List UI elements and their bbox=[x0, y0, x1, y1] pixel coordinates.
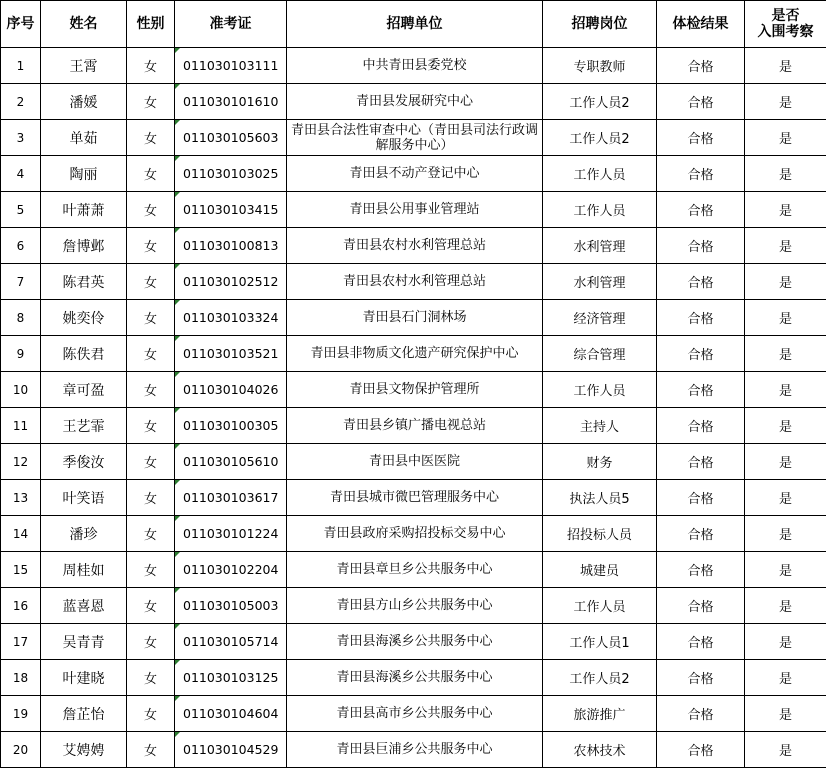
cell-unit: 青田县发展研究中心 bbox=[287, 84, 543, 120]
cell-result: 合格 bbox=[657, 84, 745, 120]
cell-exam-id bbox=[175, 156, 287, 192]
cell-exam-id bbox=[175, 552, 287, 588]
cell-position: 综合管理 bbox=[543, 336, 657, 372]
cell-marker bbox=[175, 408, 180, 413]
cell-marker bbox=[175, 300, 180, 305]
table-row bbox=[1, 408, 826, 444]
cell-exam-id bbox=[175, 120, 287, 156]
cell-result: 合格 bbox=[657, 588, 745, 624]
cell-gender: 女 bbox=[127, 480, 175, 516]
cell-gender: 女 bbox=[127, 444, 175, 480]
cell-pass: 是 bbox=[745, 408, 826, 444]
cell-pass: 是 bbox=[745, 228, 826, 264]
cell-gender: 女 bbox=[127, 696, 175, 732]
cell-gender: 女 bbox=[127, 120, 175, 156]
cell-marker bbox=[175, 552, 180, 557]
table-row bbox=[1, 228, 826, 264]
table-row bbox=[1, 516, 826, 552]
cell-result: 合格 bbox=[657, 192, 745, 228]
cell-gender: 女 bbox=[127, 48, 175, 84]
cell-gender: 女 bbox=[127, 732, 175, 768]
cell-result: 合格 bbox=[657, 228, 745, 264]
cell-name: 周桂如 bbox=[41, 552, 127, 588]
table-row bbox=[1, 624, 826, 660]
cell-unit: 青田县农村水利管理总站 bbox=[287, 228, 543, 264]
cell-seq: 13 bbox=[1, 480, 41, 516]
cell-unit: 青田县海溪乡公共服务中心 bbox=[287, 624, 543, 660]
cell-name: 潘媛 bbox=[41, 84, 127, 120]
header-result: 体检结果 bbox=[657, 1, 745, 48]
cell-marker bbox=[175, 732, 180, 737]
cell-seq: 20 bbox=[1, 732, 41, 768]
exam-id-text: 011030100813 bbox=[183, 238, 279, 253]
exam-id-text: 011030102512 bbox=[183, 274, 279, 289]
cell-unit: 青田县中医医院 bbox=[287, 444, 543, 480]
table-row bbox=[1, 300, 826, 336]
cell-marker bbox=[175, 192, 180, 197]
exam-id-text: 011030105714 bbox=[183, 634, 279, 649]
cell-name: 叶萧萧 bbox=[41, 192, 127, 228]
table-row bbox=[1, 48, 826, 84]
cell-exam-id bbox=[175, 336, 287, 372]
cell-position: 水利管理 bbox=[543, 264, 657, 300]
exam-id-text: 011030103521 bbox=[183, 346, 279, 361]
exam-id-text: 011030104026 bbox=[183, 382, 279, 397]
cell-position: 旅游推广 bbox=[543, 696, 657, 732]
cell-seq: 17 bbox=[1, 624, 41, 660]
cell-name: 姚奕伶 bbox=[41, 300, 127, 336]
cell-position: 财务 bbox=[543, 444, 657, 480]
cell-pass: 是 bbox=[745, 444, 826, 480]
cell-pass: 是 bbox=[745, 696, 826, 732]
cell-seq: 8 bbox=[1, 300, 41, 336]
cell-name: 叶建晓 bbox=[41, 660, 127, 696]
cell-unit: 青田县乡镇广播电视总站 bbox=[287, 408, 543, 444]
cell-seq: 15 bbox=[1, 552, 41, 588]
cell-marker bbox=[175, 228, 180, 233]
table-row bbox=[1, 156, 826, 192]
cell-result: 合格 bbox=[657, 156, 745, 192]
cell-name: 蓝喜恩 bbox=[41, 588, 127, 624]
cell-pass: 是 bbox=[745, 264, 826, 300]
cell-unit: 青田县合法性审查中心（青田县司法行政调解服务中心） bbox=[287, 120, 543, 156]
exam-id-text: 011030103125 bbox=[183, 670, 279, 685]
cell-pass: 是 bbox=[745, 48, 826, 84]
cell-unit: 青田县文物保护管理所 bbox=[287, 372, 543, 408]
cell-marker bbox=[175, 624, 180, 629]
cell-gender: 女 bbox=[127, 300, 175, 336]
cell-marker bbox=[175, 444, 180, 449]
cell-unit: 青田县政府采购招投标交易中心 bbox=[287, 516, 543, 552]
cell-name: 艾娉娉 bbox=[41, 732, 127, 768]
cell-position: 工作人员2 bbox=[543, 120, 657, 156]
cell-unit: 青田县城市微巴管理服务中心 bbox=[287, 480, 543, 516]
cell-gender: 女 bbox=[127, 84, 175, 120]
cell-marker bbox=[175, 336, 180, 341]
cell-seq: 10 bbox=[1, 372, 41, 408]
cell-name: 潘珍 bbox=[41, 516, 127, 552]
cell-pass: 是 bbox=[745, 336, 826, 372]
exam-id-text: 011030103111 bbox=[183, 58, 279, 73]
cell-position: 农林技术 bbox=[543, 732, 657, 768]
cell-exam-id bbox=[175, 696, 287, 732]
cell-pass: 是 bbox=[745, 624, 826, 660]
cell-result: 合格 bbox=[657, 516, 745, 552]
exam-id-text: 011030103025 bbox=[183, 166, 279, 181]
cell-pass: 是 bbox=[745, 516, 826, 552]
cell-marker bbox=[175, 120, 180, 125]
cell-result: 合格 bbox=[657, 444, 745, 480]
cell-exam-id bbox=[175, 588, 287, 624]
cell-unit: 青田县高市乡公共服务中心 bbox=[287, 696, 543, 732]
cell-seq: 12 bbox=[1, 444, 41, 480]
cell-seq: 3 bbox=[1, 120, 41, 156]
cell-seq: 11 bbox=[1, 408, 41, 444]
cell-seq: 5 bbox=[1, 192, 41, 228]
cell-exam-id bbox=[175, 732, 287, 768]
cell-exam-id bbox=[175, 444, 287, 480]
cell-pass: 是 bbox=[745, 372, 826, 408]
table-row bbox=[1, 444, 826, 480]
cell-seq: 6 bbox=[1, 228, 41, 264]
cell-position: 经济管理 bbox=[543, 300, 657, 336]
cell-exam-id bbox=[175, 48, 287, 84]
cell-result: 合格 bbox=[657, 48, 745, 84]
header-gender: 性别 bbox=[127, 1, 175, 48]
cell-pass: 是 bbox=[745, 480, 826, 516]
table-row bbox=[1, 372, 826, 408]
cell-seq: 19 bbox=[1, 696, 41, 732]
exam-id-text: 011030103617 bbox=[183, 490, 279, 505]
cell-seq: 14 bbox=[1, 516, 41, 552]
cell-position: 工作人员1 bbox=[543, 624, 657, 660]
cell-marker bbox=[175, 48, 180, 53]
cell-position: 工作人员2 bbox=[543, 84, 657, 120]
cell-position: 主持人 bbox=[543, 408, 657, 444]
exam-id-text: 011030100305 bbox=[183, 418, 279, 433]
cell-exam-id bbox=[175, 372, 287, 408]
cell-unit: 青田县章旦乡公共服务中心 bbox=[287, 552, 543, 588]
cell-gender: 女 bbox=[127, 516, 175, 552]
exam-id-text: 011030103324 bbox=[183, 310, 279, 325]
table-row bbox=[1, 732, 826, 768]
cell-name: 陈佚君 bbox=[41, 336, 127, 372]
cell-unit: 青田县石门洞林场 bbox=[287, 300, 543, 336]
exam-id-text: 011030105603 bbox=[183, 130, 279, 145]
exam-id-text: 011030101610 bbox=[183, 94, 279, 109]
exam-id-text: 011030105003 bbox=[183, 598, 279, 613]
table-row bbox=[1, 264, 826, 300]
cell-exam-id bbox=[175, 408, 287, 444]
cell-marker bbox=[175, 156, 180, 161]
cell-result: 合格 bbox=[657, 120, 745, 156]
cell-position: 执法人员5 bbox=[543, 480, 657, 516]
cell-marker bbox=[175, 264, 180, 269]
table-row bbox=[1, 480, 826, 516]
exam-id-text: 011030101224 bbox=[183, 526, 279, 541]
cell-position: 工作人员2 bbox=[543, 660, 657, 696]
cell-position: 专职教师 bbox=[543, 48, 657, 84]
cell-seq: 2 bbox=[1, 84, 41, 120]
exam-id-text: 011030105610 bbox=[183, 454, 279, 469]
cell-pass: 是 bbox=[745, 552, 826, 588]
table-row bbox=[1, 120, 826, 156]
cell-unit: 青田县方山乡公共服务中心 bbox=[287, 588, 543, 624]
cell-pass: 是 bbox=[745, 192, 826, 228]
cell-result: 合格 bbox=[657, 552, 745, 588]
cell-name: 王艺霏 bbox=[41, 408, 127, 444]
cell-result: 合格 bbox=[657, 408, 745, 444]
cell-exam-id bbox=[175, 192, 287, 228]
table-row bbox=[1, 84, 826, 120]
exam-id-text: 011030103415 bbox=[183, 202, 279, 217]
table-row bbox=[1, 660, 826, 696]
cell-position: 招投标人员 bbox=[543, 516, 657, 552]
exam-id-text: 011030102204 bbox=[183, 562, 279, 577]
cell-gender: 女 bbox=[127, 264, 175, 300]
table-row bbox=[1, 696, 826, 732]
cell-name: 陈君英 bbox=[41, 264, 127, 300]
table-row bbox=[1, 588, 826, 624]
cell-unit: 中共青田县委党校 bbox=[287, 48, 543, 84]
cell-exam-id bbox=[175, 516, 287, 552]
cell-exam-id bbox=[175, 660, 287, 696]
cell-result: 合格 bbox=[657, 264, 745, 300]
cell-name: 詹博邺 bbox=[41, 228, 127, 264]
cell-pass: 是 bbox=[745, 300, 826, 336]
cell-pass: 是 bbox=[745, 84, 826, 120]
cell-pass: 是 bbox=[745, 120, 826, 156]
cell-exam-id bbox=[175, 300, 287, 336]
cell-gender: 女 bbox=[127, 552, 175, 588]
cell-seq: 9 bbox=[1, 336, 41, 372]
header-row bbox=[1, 1, 826, 48]
cell-unit: 青田县公用事业管理站 bbox=[287, 192, 543, 228]
cell-result: 合格 bbox=[657, 372, 745, 408]
cell-pass: 是 bbox=[745, 588, 826, 624]
cell-position: 工作人员 bbox=[543, 156, 657, 192]
header-unit: 招聘单位 bbox=[287, 1, 543, 48]
cell-position: 工作人员 bbox=[543, 192, 657, 228]
table-row bbox=[1, 552, 826, 588]
table-row bbox=[1, 192, 826, 228]
cell-pass: 是 bbox=[745, 732, 826, 768]
cell-exam-id bbox=[175, 84, 287, 120]
header-pass: 是否 入围考察 bbox=[745, 1, 826, 48]
cell-marker bbox=[175, 696, 180, 701]
cell-gender: 女 bbox=[127, 192, 175, 228]
table-row bbox=[1, 336, 826, 372]
header-name: 姓名 bbox=[41, 1, 127, 48]
cell-exam-id bbox=[175, 264, 287, 300]
cell-name: 单茹 bbox=[41, 120, 127, 156]
cell-seq: 4 bbox=[1, 156, 41, 192]
cell-name: 王霄 bbox=[41, 48, 127, 84]
cell-result: 合格 bbox=[657, 336, 745, 372]
cell-position: 水利管理 bbox=[543, 228, 657, 264]
cell-result: 合格 bbox=[657, 480, 745, 516]
cell-result: 合格 bbox=[657, 624, 745, 660]
cell-exam-id bbox=[175, 228, 287, 264]
header-position: 招聘岗位 bbox=[543, 1, 657, 48]
cell-name: 叶笑语 bbox=[41, 480, 127, 516]
cell-marker bbox=[175, 588, 180, 593]
cell-marker bbox=[175, 480, 180, 485]
cell-gender: 女 bbox=[127, 588, 175, 624]
cell-unit: 青田县非物质文化遗产研究保护中心 bbox=[287, 336, 543, 372]
cell-result: 合格 bbox=[657, 300, 745, 336]
cell-gender: 女 bbox=[127, 228, 175, 264]
cell-gender: 女 bbox=[127, 660, 175, 696]
cell-name: 季俊汝 bbox=[41, 444, 127, 480]
cell-gender: 女 bbox=[127, 156, 175, 192]
cell-seq: 16 bbox=[1, 588, 41, 624]
cell-result: 合格 bbox=[657, 732, 745, 768]
cell-gender: 女 bbox=[127, 336, 175, 372]
cell-name: 詹芷怡 bbox=[41, 696, 127, 732]
cell-marker bbox=[175, 660, 180, 665]
cell-position: 工作人员 bbox=[543, 588, 657, 624]
cell-name: 章可盈 bbox=[41, 372, 127, 408]
cell-name: 吴青青 bbox=[41, 624, 127, 660]
cell-gender: 女 bbox=[127, 624, 175, 660]
cell-marker bbox=[175, 372, 180, 377]
cell-gender: 女 bbox=[127, 408, 175, 444]
cell-name: 陶丽 bbox=[41, 156, 127, 192]
cell-marker bbox=[175, 516, 180, 521]
cell-result: 合格 bbox=[657, 660, 745, 696]
cell-unit: 青田县海溪乡公共服务中心 bbox=[287, 660, 543, 696]
cell-position: 工作人员 bbox=[543, 372, 657, 408]
cell-result: 合格 bbox=[657, 696, 745, 732]
cell-marker bbox=[175, 84, 180, 89]
cell-unit: 青田县农村水利管理总站 bbox=[287, 264, 543, 300]
exam-id-text: 011030104529 bbox=[183, 742, 279, 757]
cell-gender: 女 bbox=[127, 372, 175, 408]
cell-unit: 青田县不动产登记中心 bbox=[287, 156, 543, 192]
header-exam-id: 准考证 bbox=[175, 1, 287, 48]
cell-position: 城建员 bbox=[543, 552, 657, 588]
exam-id-text: 011030104604 bbox=[183, 706, 279, 721]
cell-pass: 是 bbox=[745, 660, 826, 696]
cell-pass: 是 bbox=[745, 156, 826, 192]
cell-seq: 1 bbox=[1, 48, 41, 84]
cell-seq: 18 bbox=[1, 660, 41, 696]
cell-exam-id bbox=[175, 624, 287, 660]
cell-seq: 7 bbox=[1, 264, 41, 300]
cell-exam-id bbox=[175, 480, 287, 516]
header-seq: 序号 bbox=[1, 1, 41, 48]
cell-unit: 青田县巨浦乡公共服务中心 bbox=[287, 732, 543, 768]
